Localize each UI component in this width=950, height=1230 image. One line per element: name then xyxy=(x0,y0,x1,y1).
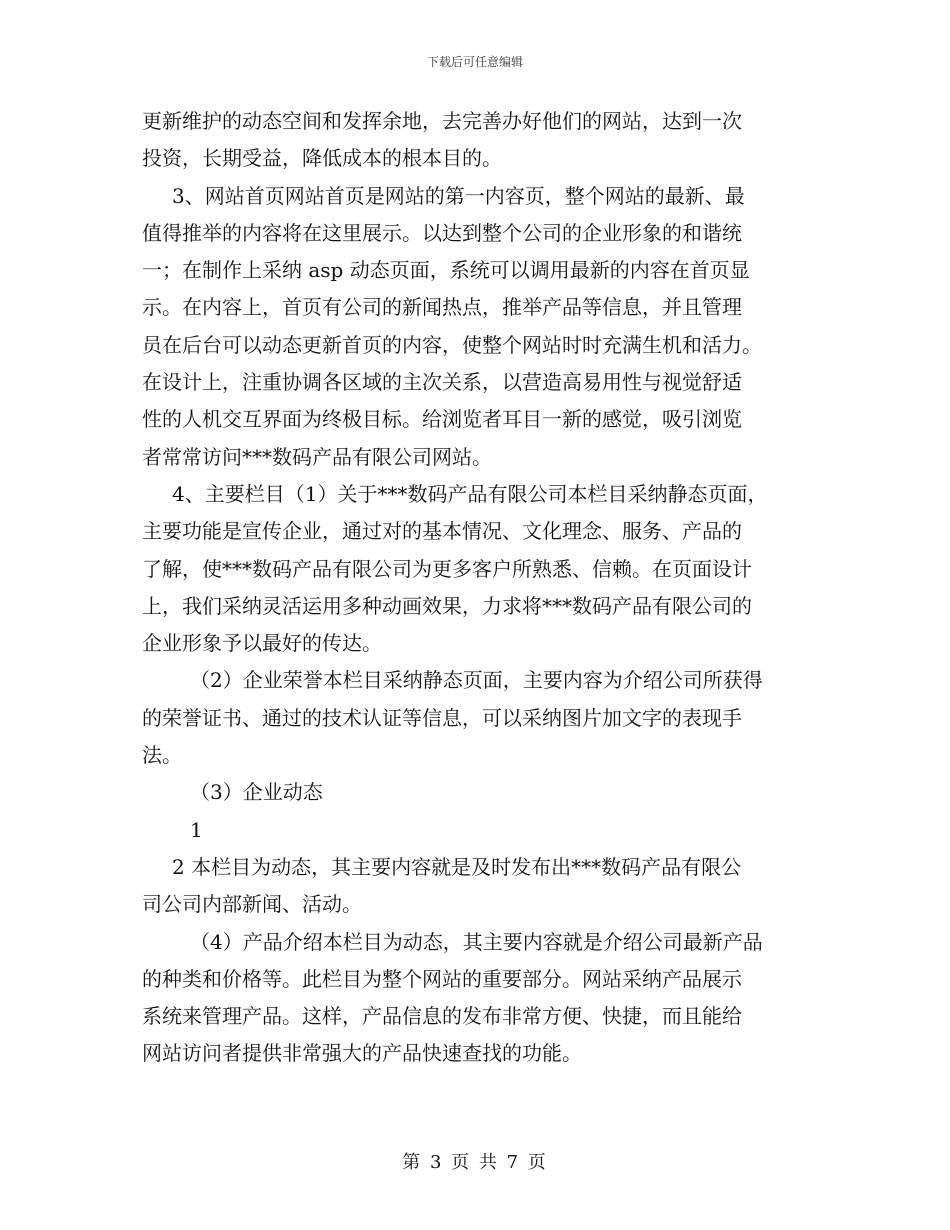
text-line: （4）产品介绍本栏目为动态，其主要内容就是介绍公司最新产品 xyxy=(190,929,763,954)
text-line: 4、主要栏目（1）关于***数码产品有限公司本栏目采纳静态页面， xyxy=(172,481,768,506)
text-line: 值得推举的内容将在这里展示。以达到整个公司的企业形象的和谐统 xyxy=(142,220,742,245)
text-line: 网站访问者提供非常强大的产品快速查找的功能。 xyxy=(142,1041,582,1066)
text-line: 的种类和价格等。此栏目为整个网站的重要部分。网站采纳产品展示 xyxy=(142,966,742,991)
text-line: 司公司内部新闻、活动。 xyxy=(142,892,362,917)
text-line: 一；在制作上采纳 asp 动态页面，系统可以调用最新的内容在首页显 xyxy=(142,258,750,283)
text-line: 主要功能是宣传企业，通过对的基本情况、文化理念、服务、产品的 xyxy=(142,519,742,544)
text-line: 3、网站首页网站首页是网站的第一内容页，整个网站的最新、最 xyxy=(172,183,745,208)
text-line: 法。 xyxy=(142,743,182,768)
text-line: 系统来管理产品。这样，产品信息的发布非常方便、快捷，而且能给 xyxy=(142,1004,742,1029)
text-line: 投资，长期受益，降低成本的根本目的。 xyxy=(142,146,502,171)
text-line: 了解，使***数码产品有限公司为更多客户所熟悉、信赖。在页面设计 xyxy=(142,556,752,581)
text-line: 在设计上，注重协调各区域的主次关系，以营造高易用性与视觉舒适 xyxy=(142,370,742,395)
text-line: 1 xyxy=(190,817,203,842)
text-line: 更新维护的动态空间和发挥余地，去完善办好他们的网站，达到一次 xyxy=(142,109,742,133)
text-line: 性的人机交互界面为终极目标。给浏览者耳目一新的感觉，吸引浏览 xyxy=(142,407,742,432)
page-number: 第 3 页 共 7 页 xyxy=(402,1152,548,1173)
text-line: 员在后台可以动态更新首页的内容，使整个网站时时充满生机和活力。 xyxy=(142,332,762,357)
text-line: 的荣誉证书、通过的技术认证等信息，可以采纳图片加文字的表现手 xyxy=(142,705,742,730)
document-body xyxy=(142,103,822,1073)
text-line: 2 本栏目为动态，其主要内容就是及时发布出***数码产品有限公 xyxy=(172,854,742,879)
text-line: （3）企业动态 xyxy=(190,780,323,805)
text-line: 者常常访问***数码产品有限公司网站。 xyxy=(142,444,492,469)
text-line: 示。在内容上，首页有公司的新闻热点，推举产品等信息，并且管理 xyxy=(142,295,742,320)
text-line: 上，我们采纳灵活运用多种动画效果，力求将***数码产品有限公司的 xyxy=(142,593,752,618)
text-line: 企业形象予以最好的传达。 xyxy=(142,631,382,656)
text-line: （2）企业荣誉本栏目采纳静态页面，主要内容为介绍公司所获得 xyxy=(190,668,763,693)
page-header-note: 下载后可任意编辑 xyxy=(426,55,523,69)
